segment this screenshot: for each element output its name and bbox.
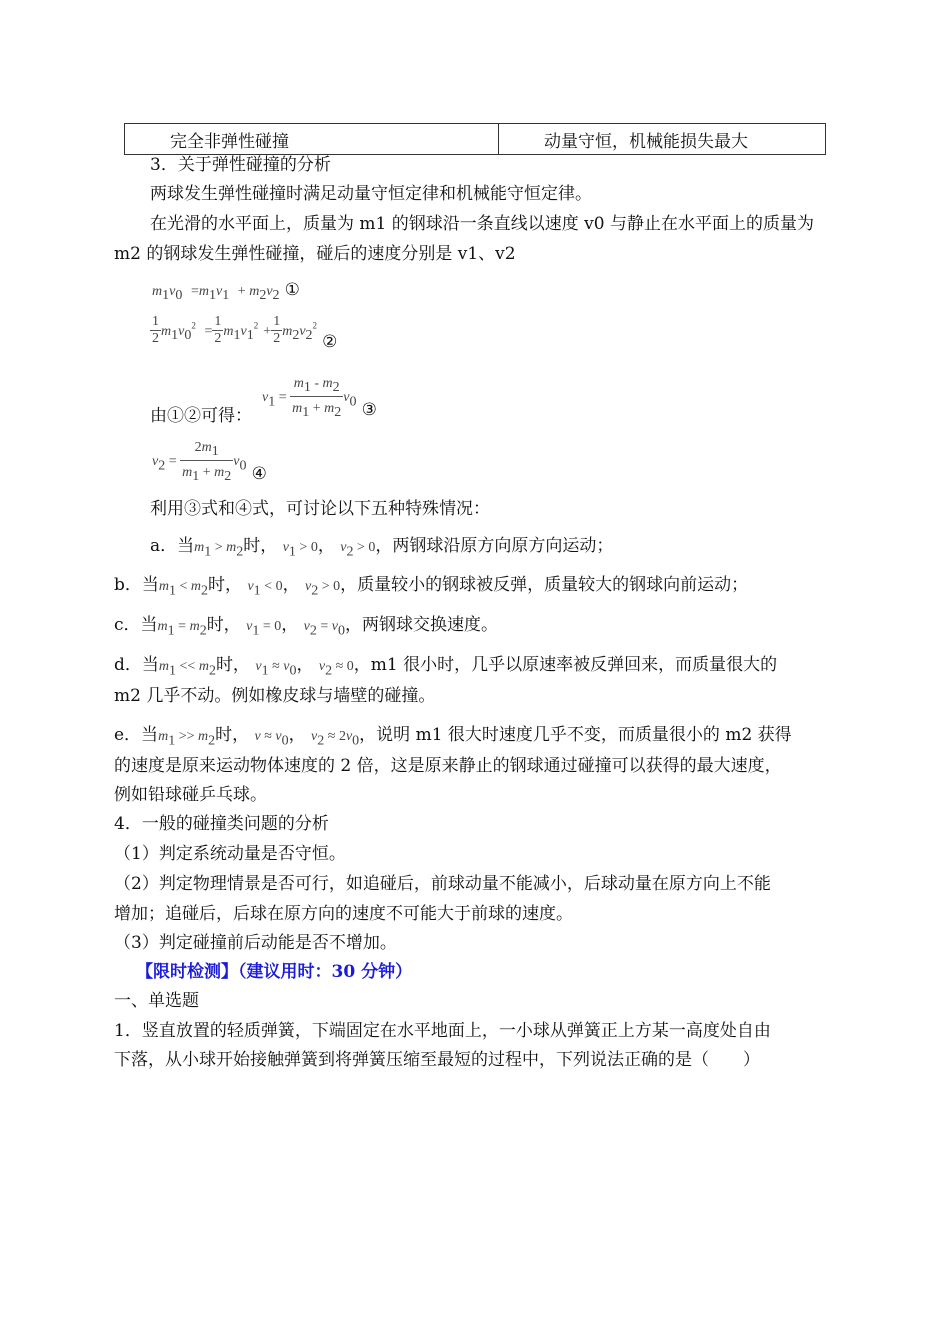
case-b: b．当$m_1 < m_2$时， $v_1 < 0$， $v_2 > 0$，质量较小的钢球被反弹，质量较大的钢球向前运动； xyxy=(114,575,749,599)
list-item: （3）判定碰撞前后动能是否不增加。 xyxy=(114,933,397,953)
paragraph: 例如铅球碰乒乓球。 xyxy=(114,785,267,805)
eq-mark: ② xyxy=(322,332,338,352)
section3-heading: 3．关于弹性碰撞的分析 xyxy=(150,155,331,175)
equation-3: $v_1$ = $\frac{m_1 - m_2}{m_1 + m_2}$ $v_0$ ③ xyxy=(262,372,377,421)
question-1: 1．竖直放置的轻质弹簧，下端固定在水平地面上，一小球从弹簧正上方某一高度处自由 xyxy=(114,1021,771,1041)
case-c: c．当$m_1 = m_2$时， $v_1 = 0$， $v_2 = v_0$，两钢球交换速度。 xyxy=(114,615,498,639)
table-cell-type: 完全非弹性碰撞 xyxy=(125,124,499,155)
paragraph: 利用③式和④式，可讨论以下五种特殊情况： xyxy=(150,499,490,519)
section4-heading: 4．一般的碰撞类问题的分析 xyxy=(114,814,329,834)
table-row xyxy=(125,124,826,155)
equation-1: $m_1v_0 =m_1v_1 + m_2v_2$ ① xyxy=(152,280,300,304)
paragraph: m2 几乎不动。例如橡皮球与墙壁的碰撞。 xyxy=(114,686,436,706)
paragraph: 的速度是原来运动物体速度的 2 倍，这是原来静止的钢球通过碰撞可以获得的最大速度， xyxy=(114,756,782,776)
table-cell-property: 动量守恒，机械能损失最大 xyxy=(499,124,826,155)
eq-mark: ③ xyxy=(361,400,377,421)
paragraph: 在光滑的水平面上，质量为 m1 的钢球沿一条直线以速度 v0 与静止在水平面上的质量为 xyxy=(150,214,814,234)
list-item: （1）判定系统动量是否守恒。 xyxy=(114,844,346,864)
equation-2: $\frac{1}{2}$ $m_1v_0^2$ = $\frac{1}{2}$ $m_1v_1^2$ + $\frac{1}{2}$ $m_2v_2^2$ ② xyxy=(152,314,338,352)
case-e: e．当$m_1 >> m_2$时， $v \approx v_0$， $v_2 \approx 2v_0$，说明 m1 很大时速度几乎不变，而质量很小的 m2 获得 xyxy=(114,725,792,749)
eq-mark: ④ xyxy=(251,464,267,485)
case-d: d．当$m_1 << m_2$时， $v_1 \approx v_0$， $v_2 \approx 0$，m1 很小时，几乎以原速率被反弹回来，而质量很大的 xyxy=(114,655,778,679)
collision-table xyxy=(124,123,826,155)
list-item: 增加；追碰后，后球在原方向的速度不可能大于前球的速度。 xyxy=(114,904,573,924)
eq-mark: ① xyxy=(284,280,300,300)
derive-label: 由①②可得： xyxy=(150,406,252,426)
list-item: （2）判定物理情景是否可行，如追碰后，前球动量不能减小，后球动量在原方向上不能 xyxy=(114,874,771,894)
paragraph: m2 的钢球发生弹性碰撞，碰后的速度分别是 v1、v2 xyxy=(114,244,516,264)
section-label: 一、单选题 xyxy=(114,991,199,1011)
paragraph: 两球发生弹性碰撞时满足动量守恒定律和机械能守恒定律。 xyxy=(150,184,592,204)
test-title: 【限时检测】（建议用时：30 分钟） xyxy=(136,962,413,982)
equation-4: $v_2$ = $\frac{2m_1}{m_1 + m_2}$ $v_0$ ④ xyxy=(152,436,267,485)
question-1: 下落，从小球开始接触弹簧到将弹簧压缩至最短的过程中，下列说法正确的是（ ） xyxy=(114,1050,760,1070)
case-a: a．当$m_1 > m_2$时， $v_1 > 0$， $v_2 > 0$，两钢球沿原方向原方向运动； xyxy=(150,536,614,560)
